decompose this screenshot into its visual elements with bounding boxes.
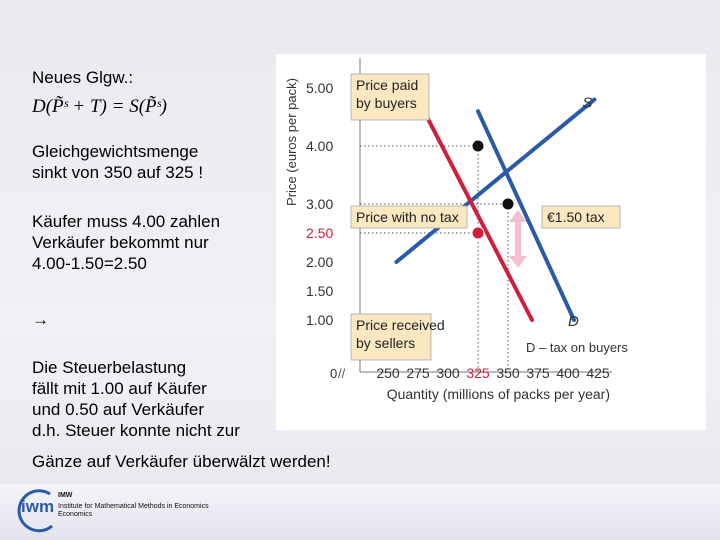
- tax-burden-line-5: Gänze auf Verkäufer überwälzt werden!: [32, 452, 331, 471]
- y-tick-label: 4.00: [306, 138, 334, 154]
- point-no-tax-equilibrium: [502, 198, 514, 210]
- buyer-pays-line: Käufer muss 4.00 zahlen: [32, 212, 221, 231]
- seller-receives-line: Verkäufer bekommt nur: [32, 233, 209, 252]
- callout-no-tax-text: Price with no tax: [356, 209, 459, 225]
- axis-break-mark: //: [338, 366, 346, 381]
- x-origin-label: 0: [330, 366, 338, 381]
- tax-incidence-chart: [276, 54, 706, 430]
- institute-name: Institute for Mathematical Methods in Economics: [58, 503, 209, 510]
- y-tick-label: 2.50: [306, 225, 334, 241]
- x-tick-label: 250: [376, 365, 400, 381]
- y-tick-label: 1.00: [306, 312, 334, 328]
- x-tick-label: 425: [586, 365, 610, 381]
- callout-price-received-text: Price received by sellers: [356, 317, 445, 351]
- institute-sub: Economics: [58, 511, 93, 518]
- y-axis-title: Price (euros per pack): [284, 78, 299, 206]
- y-tick-label: 2.00: [306, 254, 334, 270]
- tax-burden-line-2: fällt mit 1.00 auf Käufer: [32, 379, 207, 398]
- x-tick-label: 375: [526, 365, 550, 381]
- chart-panel: [276, 54, 706, 430]
- point-price-paid: [472, 140, 484, 152]
- equilibrium-formula: D(P̃ˢ + T) = S(P̃ˢ): [32, 96, 167, 117]
- equilibrium-quantity-line-1: Gleichgewichtsmenge: [32, 142, 199, 161]
- supply-curve: [396, 100, 594, 262]
- tax-arrow-down-icon: [509, 256, 527, 268]
- new-equilibrium-label: Neues Glgw.:: [32, 68, 134, 87]
- iwm-logo: [12, 488, 56, 539]
- y-tick-label: 5.00: [306, 80, 334, 96]
- tax-burden-line-3: und 0.50 auf Verkäufer: [32, 400, 205, 419]
- x-tick-label: 300: [436, 365, 460, 381]
- institute-abbrev: IMW: [58, 492, 73, 499]
- x-tick-label: 350: [496, 365, 520, 381]
- x-tick-label: 400: [556, 365, 580, 381]
- footer-bar: [0, 484, 720, 540]
- equilibrium-quantity-line-2: sinkt von 350 auf 325 !: [32, 163, 204, 182]
- y-tick-label: 1.50: [306, 283, 334, 299]
- supply-label: S: [582, 94, 593, 112]
- x-tick-label: 275: [406, 365, 430, 381]
- demand-tax-label: D – tax on buyers: [526, 340, 628, 355]
- x-axis-title: Quantity (millions of packs per year): [386, 386, 610, 402]
- y-tick-label: 3.00: [306, 196, 334, 212]
- seller-calc-line: 4.00-1.50=2.50: [32, 254, 147, 273]
- logo-text: iwm: [21, 497, 55, 516]
- callout-tax-text: €1.50 tax: [547, 209, 605, 225]
- callout-price-paid-text: Price paid by buyers: [356, 77, 419, 111]
- point-price-received: [472, 227, 484, 239]
- demand-label: D: [568, 313, 579, 330]
- arrow-bullet-icon: →: [32, 310, 49, 329]
- x-tick-label: 325: [466, 365, 490, 381]
- tax-burden-line-1: Die Steuerbelastung: [32, 358, 187, 377]
- tax-burden-line-4: d.h. Steuer konnte nicht zur: [32, 421, 240, 440]
